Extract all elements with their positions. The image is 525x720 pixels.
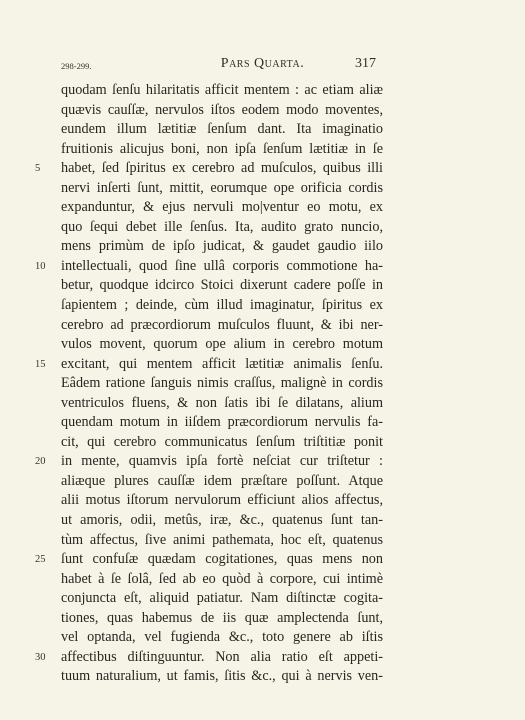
- line-text: nervi inſerti ſunt, mittit, eorumque ope orificia cordis: [61, 179, 383, 196]
- text-line: [61, 374, 383, 394]
- line-text: cit, qui cerebro communicatus ſenſum triſtitiæ ponit: [61, 433, 383, 450]
- line-text: fruitionis alicujus boni, non ipſa ſenſum lætitiæ in ſe: [61, 140, 383, 157]
- line-text: affectibus diſtinguuntur. Non alia ratio eſt appeti-: [61, 648, 383, 665]
- header-title: Pars Quarta.: [220, 56, 305, 71]
- line-text: quendam motum in iiſdem præcordiorum nervulis fa-: [61, 414, 383, 431]
- text-line: [61, 472, 383, 492]
- line-text: vulos movent, quorum ope alium in cerebro motum: [61, 336, 383, 353]
- text-line: [61, 531, 383, 551]
- line-number: 10: [35, 260, 46, 272]
- text-line: [61, 394, 383, 414]
- line-text: conjuncta eſt, aliquid patiatur. Nam diſtinctæ cogita-: [61, 590, 383, 607]
- line-text: excitant, qui mentem afficit lætitiæ animalis ſenſu.: [61, 355, 383, 372]
- text-line: [61, 609, 383, 629]
- line-text: quodam ſenſu hilaritatis afficit mentem : ac etiam aliæ: [61, 82, 383, 98]
- text-line: [61, 335, 383, 355]
- body-text: [35, 81, 383, 687]
- text-line: [61, 101, 383, 121]
- line-number: 15: [35, 358, 46, 370]
- line-text: cerebro ad præcordiorum muſculos fluunt, & ibi ner-: [61, 316, 383, 333]
- line-text: tiones, quas habemus de iis quæ amplectenda ſunt,: [61, 609, 383, 626]
- line-text: intellectuali, quod ſine ullâ corporis commotione ha-: [61, 257, 383, 274]
- text-line: [35, 550, 383, 570]
- line-text: in mente, quamvis ipſa fortè neſciat cur triſtetur :: [61, 453, 383, 470]
- text-line: [61, 120, 383, 140]
- line-text: habet à ſe ſolâ, ſed ab eo quòd à corpore, cui intimè: [61, 570, 383, 587]
- line-text: vel optanda, vel fugienda &c., toto genere ab iſtis: [61, 629, 383, 646]
- text-line: [35, 355, 383, 375]
- text-line: [35, 452, 383, 472]
- line-number: 20: [35, 456, 46, 468]
- text-line: [61, 491, 383, 511]
- text-line: [61, 179, 383, 199]
- line-text: alii motus iſtorum nervulorum efficiunt alios affectus,: [61, 492, 383, 509]
- line-text: Eâdem ratione ſanguis nimis craſſus, malignè in cordis: [61, 375, 383, 392]
- line-number: 30: [35, 651, 46, 663]
- text-line: [61, 511, 383, 531]
- line-text: quævis cauſſæ, nervulos iſtos eodem modo moventes,: [61, 101, 383, 118]
- text-line: [61, 81, 383, 101]
- text-line: [61, 276, 383, 296]
- text-line: [61, 570, 383, 590]
- line-text: tuum naturalium, ut famis, ſitis &c., qui à nervis ven-: [61, 668, 383, 685]
- text-line: [61, 296, 383, 316]
- text-line: [61, 433, 383, 453]
- line-text: expanduntur, & ejus nervuli mo|ventur eo motu, ex: [61, 199, 383, 216]
- text-line: [61, 413, 383, 433]
- line-text: eundem illum lætitiæ ſenſum dant. Ita imaginatio: [61, 121, 383, 138]
- text-line: [61, 589, 383, 609]
- running-header: [0, 56, 525, 76]
- line-text: habet, ſed ſpiritus ex cerebro ad muſculos, quibus illi: [61, 160, 383, 177]
- line-text: betur, quodque idcirco Stoici dixerunt cadere poſſe in: [61, 277, 383, 294]
- text-line: [61, 237, 383, 257]
- text-line: [35, 257, 383, 277]
- text-line: [61, 140, 383, 160]
- text-line: [61, 667, 383, 687]
- line-text: ſunt confuſæ quædam cogitationes, quas mens non: [61, 551, 383, 568]
- text-line: [61, 218, 383, 238]
- line-number: 25: [35, 554, 46, 566]
- text-line: [61, 198, 383, 218]
- page-number: 317: [355, 56, 376, 71]
- line-text: ſapientem ; deinde, cùm illud imaginatur, ſpiritus ex: [61, 297, 383, 314]
- text-line: [61, 628, 383, 648]
- line-number: 5: [35, 163, 41, 175]
- line-text: aliæque plures cauſſæ idem præſtare poſſunt. Atque: [61, 472, 383, 489]
- line-text: ventriculos fluens, & non ſatis ibi ſe dilatans, alium: [61, 394, 383, 411]
- text-line: [35, 159, 383, 179]
- line-text: ut amoris, odii, metûs, iræ, &c., quatenus ſunt tan-: [61, 512, 383, 529]
- text-line: [35, 648, 383, 668]
- header-page-range: 298-299.: [61, 61, 92, 71]
- line-text: tùm affectus, ſive animi pathemata, hoc eſt, quatenus: [61, 531, 383, 548]
- line-text: quo ſequi debet ille ſenſus. Ita, audito grato nuncio,: [61, 218, 383, 235]
- line-text: mens primùm de ipſo judicat, & gaudet gaudio iilo: [61, 238, 383, 255]
- text-line: [61, 316, 383, 336]
